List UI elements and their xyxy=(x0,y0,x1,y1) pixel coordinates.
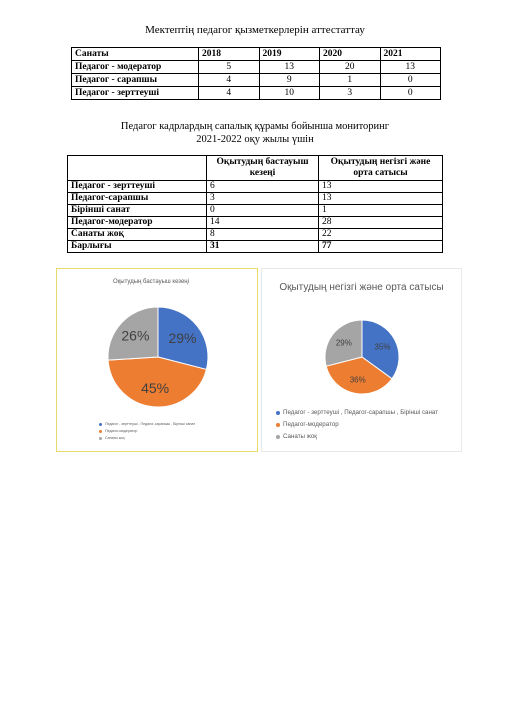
table-cell: 5 xyxy=(199,61,260,74)
legend-swatch xyxy=(276,435,280,439)
chart-legend xyxy=(276,407,438,443)
legend-swatch xyxy=(99,437,102,440)
chart-primary-stage xyxy=(56,268,258,452)
column-header: Оқытудың негізгі және орта сатысы xyxy=(319,156,443,181)
legend-swatch xyxy=(276,411,280,415)
legend-label: Педагог-модератор xyxy=(283,421,339,428)
table-cell: 77 xyxy=(319,241,443,253)
table-cell: 1 xyxy=(320,74,381,87)
table-row xyxy=(68,193,443,205)
monitoring-table xyxy=(67,155,443,253)
table-cell: 3 xyxy=(207,193,319,205)
column-header: Санаты xyxy=(72,48,199,61)
pie-data-label: 35% xyxy=(374,342,391,352)
row-label: Педагог - сарапшы xyxy=(72,74,199,87)
monitoring-title xyxy=(0,120,510,146)
legend-swatch xyxy=(99,430,102,433)
table-cell: 4 xyxy=(199,87,260,100)
row-label: Педагог - зерттеуші xyxy=(72,87,199,100)
row-label: Педагог-сарапшы xyxy=(68,193,207,205)
table-header-row xyxy=(68,156,443,181)
row-label: Педагог - зерттеуші xyxy=(68,181,207,193)
legend-item xyxy=(276,419,438,431)
table-cell: 4 xyxy=(199,74,260,87)
chart-title: Оқытудың бастауыш кезеңі xyxy=(113,279,189,285)
table-cell: 6 xyxy=(207,181,319,193)
pie-data-label: 45% xyxy=(141,379,170,396)
column-header: 2018 xyxy=(199,48,260,61)
attestation-table xyxy=(71,47,441,100)
table-row xyxy=(72,61,441,74)
legend-label: Санаты жоқ xyxy=(283,433,317,440)
table-header-row xyxy=(72,48,441,61)
table-cell: 8 xyxy=(207,229,319,241)
column-header: 2021 xyxy=(380,48,441,61)
row-label: Педагог-модератор xyxy=(68,217,207,229)
pie-data-label: 29% xyxy=(335,338,352,348)
monitoring-title-line1: Педагог кадрлардың сапалық құрамы бойынша мониторинг xyxy=(120,121,390,132)
legend-item xyxy=(99,435,195,442)
table-cell: 10 xyxy=(259,87,320,100)
table-row xyxy=(72,87,441,100)
table-cell: 22 xyxy=(319,229,443,241)
table-cell: 0 xyxy=(207,205,319,217)
legend-label: Педагог - зерттеуші , Педагог-сарапшы , Бірінші санат xyxy=(283,409,439,416)
table-cell: 13 xyxy=(259,61,320,74)
monitoring-title-line2: 2021-2022 оқу жылы үшін xyxy=(196,134,314,145)
table-cell: 9 xyxy=(259,74,320,87)
table-row xyxy=(68,229,443,241)
table-row xyxy=(72,74,441,87)
attestation-title: Мектептің педагог қызметкерлерін аттестаттау xyxy=(145,24,365,36)
table-row xyxy=(68,205,443,217)
table-cell: 28 xyxy=(319,217,443,229)
row-label: Барлығы xyxy=(68,241,207,253)
legend-item xyxy=(99,421,195,428)
table-cell: 31 xyxy=(207,241,319,253)
legend-label: Педагог-модератор xyxy=(105,429,138,433)
row-label: Санаты жоқ xyxy=(68,229,207,241)
chart-title: Оқытудың негізгі және орта сатысы xyxy=(279,282,444,293)
table-cell: 0 xyxy=(380,74,441,87)
legend-swatch xyxy=(99,423,102,426)
table-cell: 3 xyxy=(320,87,381,100)
column-header: 2019 xyxy=(259,48,320,61)
column-header xyxy=(68,156,207,181)
pie-data-label: 36% xyxy=(349,375,366,385)
table-cell: 20 xyxy=(320,61,381,74)
table-total-row xyxy=(68,241,443,253)
legend-item xyxy=(276,431,438,443)
table-cell: 14 xyxy=(207,217,319,229)
column-header: 2020 xyxy=(320,48,381,61)
legend-item xyxy=(276,407,438,419)
chart-secondary-stage xyxy=(261,268,462,452)
table-cell: 1 xyxy=(319,205,443,217)
table-cell: 0 xyxy=(380,87,441,100)
column-header: Оқытудың бастауыш кезеңі xyxy=(207,156,319,181)
table-row xyxy=(68,181,443,193)
table-cell: 13 xyxy=(380,61,441,74)
table-row xyxy=(68,217,443,229)
table-cell: 13 xyxy=(319,193,443,205)
chart-legend xyxy=(99,421,195,442)
legend-item xyxy=(99,428,195,435)
row-label: Бірінші санат xyxy=(68,205,207,217)
pie-data-label: 29% xyxy=(168,329,197,346)
row-label: Педагог - модератор xyxy=(72,61,199,74)
table-cell: 13 xyxy=(319,181,443,193)
legend-label: Педагог - зерттеуші , Педагог-сарапшы , Бірінші санат xyxy=(105,422,196,426)
legend-label: Санаты жоқ xyxy=(105,436,125,440)
legend-swatch xyxy=(276,423,280,427)
pie-data-label: 26% xyxy=(121,327,150,344)
